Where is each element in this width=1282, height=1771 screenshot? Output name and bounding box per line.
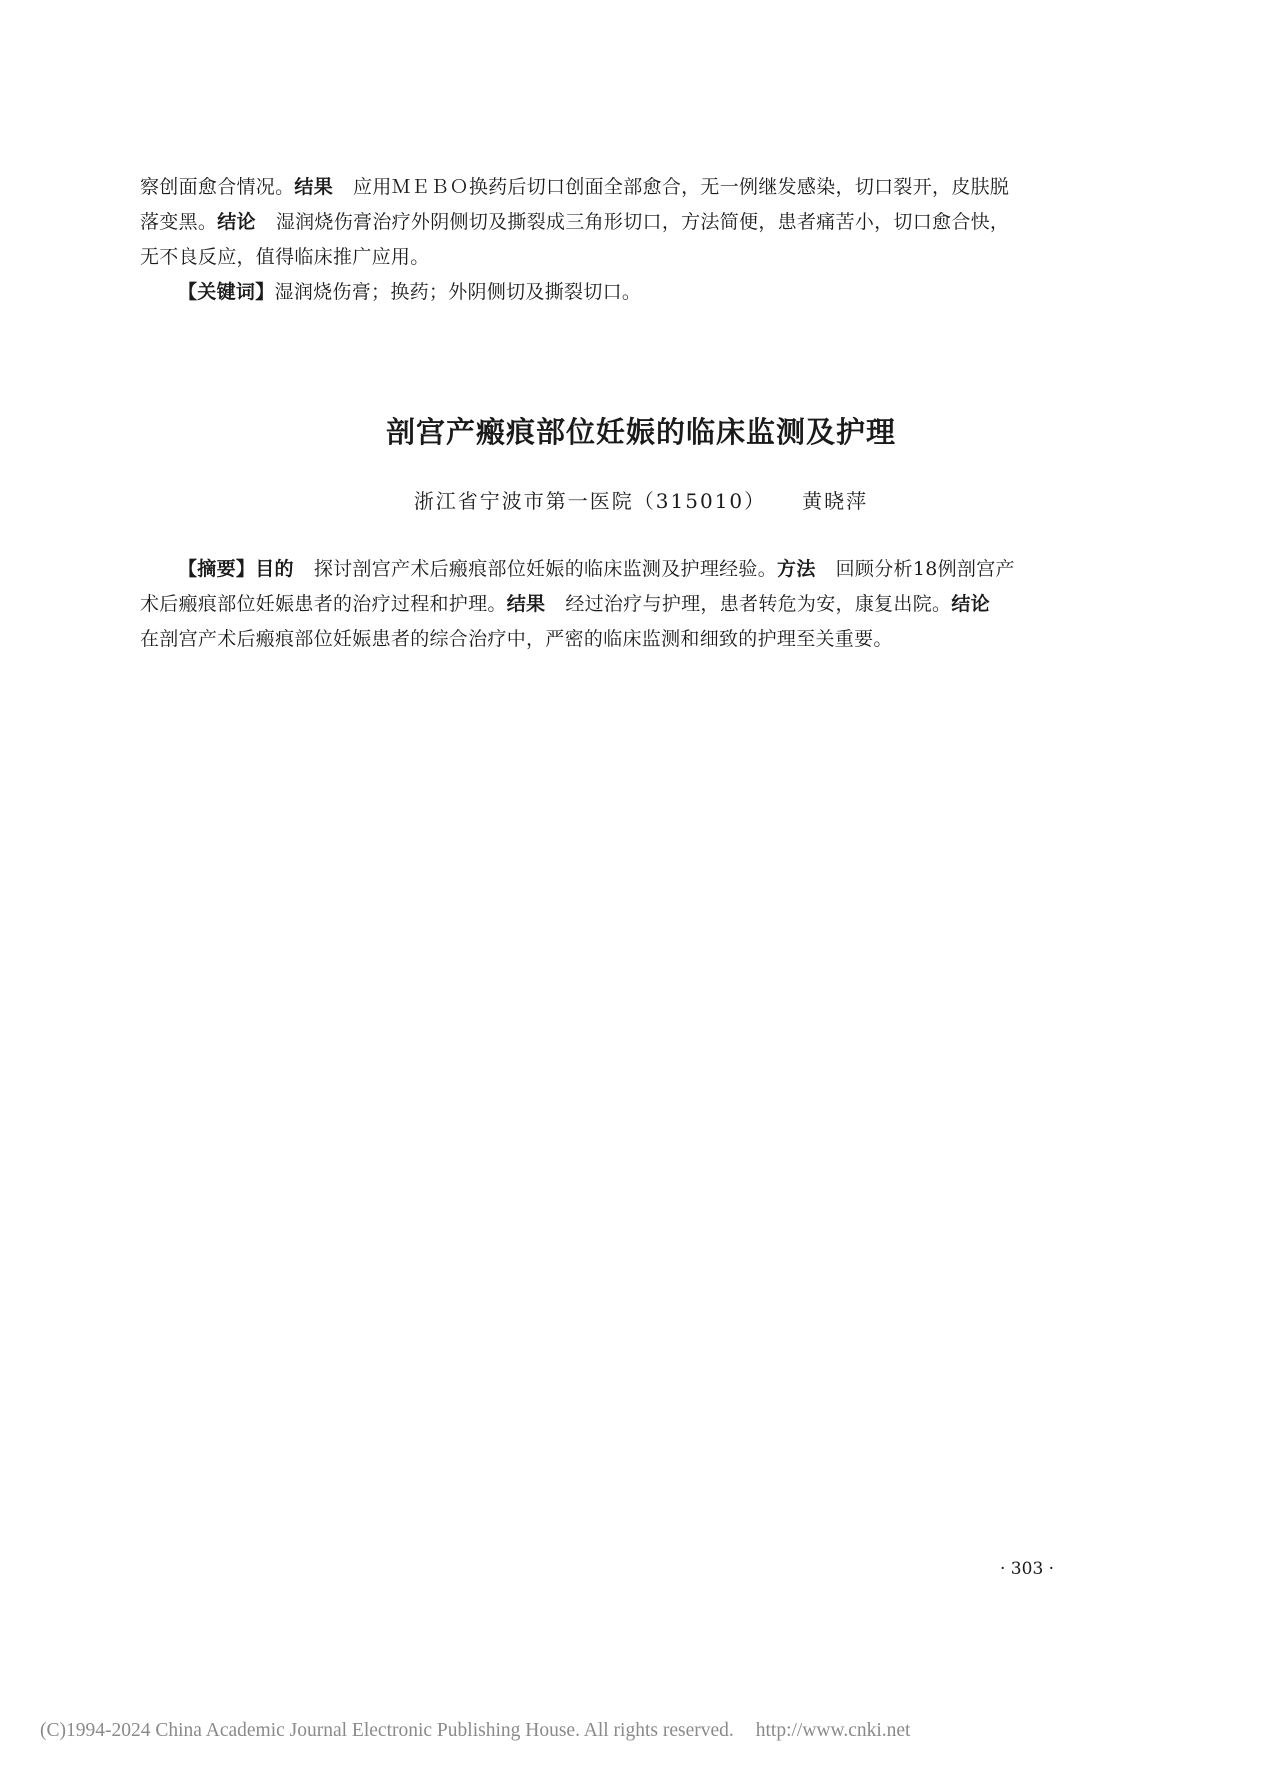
abstract-line-2: [140, 587, 1140, 622]
abstract-objective-label: 【摘要】目的: [178, 558, 294, 580]
affiliation: 浙江省宁波市第一医院（315010）: [413, 489, 767, 513]
results-label: 结果: [294, 176, 334, 198]
abstract-conclusion-label: 结论: [951, 593, 990, 615]
abstract-results-label: 结果: [506, 593, 546, 615]
article-title: 剖宫产瘢痕部位妊娠的临床监测及护理: [385, 415, 896, 449]
keywords: [140, 275, 1140, 310]
footer-url: http://www.cnki.net: [755, 1720, 911, 1741]
abstract-line-1: [140, 552, 1140, 587]
keywords-text: 湿润烧伤膏；换药；外阴侧切及撕裂切口。: [274, 281, 642, 303]
keywords-label: 【关键词】: [178, 281, 275, 303]
abstract-methods-label: 方法: [777, 558, 816, 580]
abstract-line1-text-b: 回顾分析18例剖宫产: [835, 558, 1015, 580]
previous-abstract-line-2: [140, 205, 1140, 240]
affiliation-line: [0, 485, 1282, 514]
conclusion-label: 结论: [217, 211, 256, 233]
abstract-line2-text-b: 经过治疗与护理，患者转危为安，康复出院。: [565, 593, 952, 615]
prev-line1-text-b: 应用ＭＥＢＯ换药后切口创面全部愈合，无一例继发感染，切口裂开，皮肤脱: [353, 176, 1010, 198]
previous-abstract-line-1: [140, 170, 1140, 205]
footer: [40, 1720, 910, 1742]
abstract-line1-text-a: 探讨剖宫产术后瘢痕部位妊娠的临床监测及护理经验。: [313, 558, 778, 580]
abstract-line-3: 在剖宫产术后瘢痕部位妊娠患者的综合治疗中，严密的临床监测和细致的护理至关重要。: [140, 628, 893, 650]
abstract-line2-text-a: 术后瘢痕部位妊娠患者的治疗过程和护理。: [140, 593, 507, 615]
abstract: [140, 552, 1140, 657]
prev-line2-text-a: 落变黑。: [140, 211, 218, 233]
previous-abstract-line-3: 无不良反应，值得临床推广应用。: [140, 246, 430, 268]
prev-line1-text-a: 察创面愈合情况。: [140, 176, 295, 198]
author: 黄晓萍: [802, 489, 869, 513]
prev-line2-text-b: 湿润烧伤膏治疗外阴侧切及撕裂成三角形切口，方法简便，患者痛苦小，切口愈合快，: [275, 211, 1010, 233]
copyright-notice: (C)1994-2024 China Academic Journal Electronic Publishing House. All rights reserved.: [40, 1720, 734, 1741]
page-number: · 303 ·: [1000, 1559, 1055, 1579]
previous-abstract: [140, 170, 1140, 310]
